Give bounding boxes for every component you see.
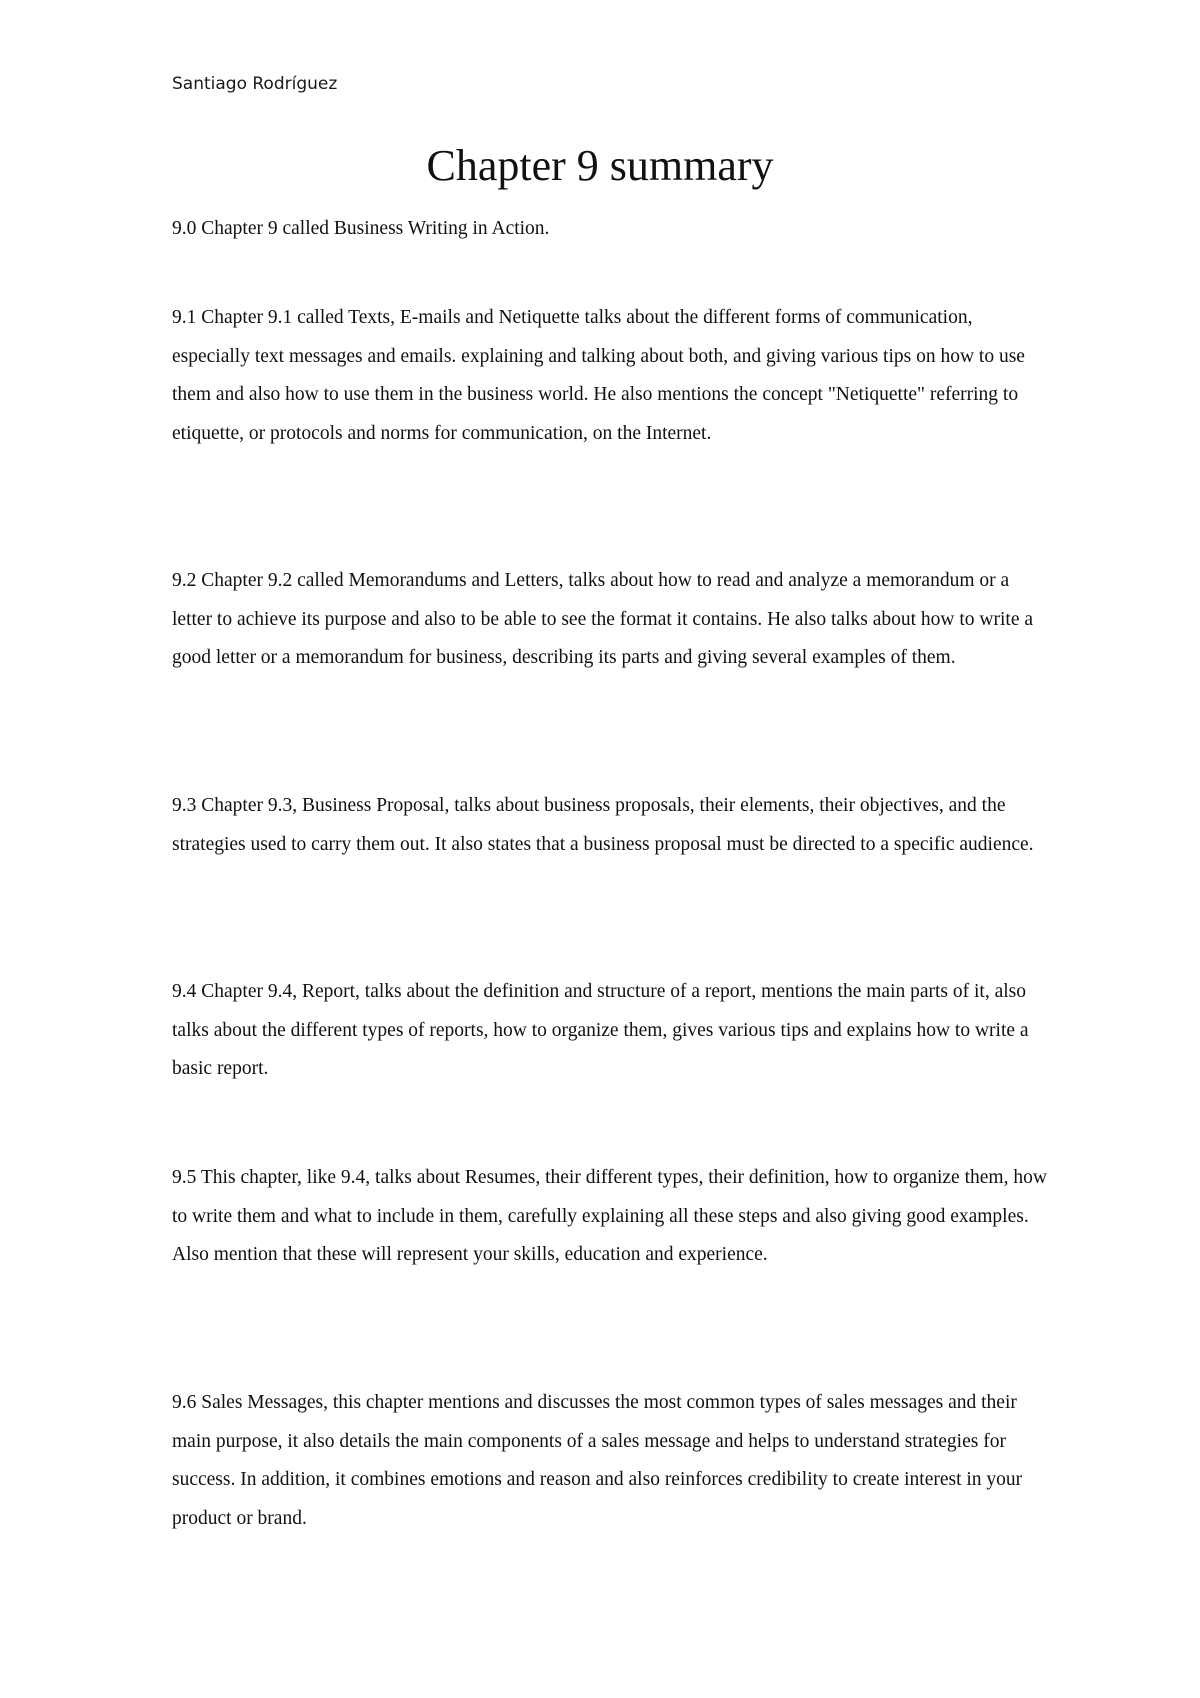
paragraph-9-2: 9.2 Chapter 9.2 called Memorandums and Letters, talks about how to read and analyze a memorandum or a letter to achieve its purpose and also to be able to see the format it contains. He also talks about how to write a good letter or a memorandum for business, describing its parts and giving several examples of them.	[172, 570, 1033, 668]
document-title: Chapter 9 summary	[426, 141, 774, 190]
author-name: Santiago Rodríguez	[172, 74, 338, 94]
paragraph-9-0: 9.0 Chapter 9 called Business Writing in Action.	[172, 218, 550, 239]
paragraph-9-3: 9.3 Chapter 9.3, Business Proposal, talks about business proposals, their elements, their objectives, and the strategies used to carry them out. It also states that a business proposal must be directed to a specific audience.	[172, 795, 1034, 855]
paragraph-9-4: 9.4 Chapter 9.4, Report, talks about the definition and structure of a report, mentions the main parts of it, also talks about the different types of reports, how to organize them, gives various tips and explains how to write a basic report.	[172, 981, 1029, 1079]
paragraph-9-5: 9.5 This chapter, like 9.4, talks about Resumes, their different types, their definition, how to organize them, how to write them and what to include in them, carefully explaining all these steps and also giving good examples. Also mention that these will represent your skills, education and experience.	[172, 1167, 1047, 1265]
paragraph-9-1: 9.1 Chapter 9.1 called Texts, E-mails and Netiquette talks about the different forms of communication, especially text messages and emails. explaining and talking about both, and giving various tips on how to use them and also how to use them in the business world. He also mentions the concept "Netiquette" referring to etiquette, or protocols and norms for communication, on the Internet.	[172, 307, 1025, 444]
paragraph-9-6: 9.6 Sales Messages, this chapter mentions and discusses the most common types of sales messages and their main purpose, it also details the main components of a sales message and helps to understand strategies for success. In addition, it combines emotions and reason and also reinforces credibility to create interest in your product or brand.	[172, 1392, 1023, 1529]
